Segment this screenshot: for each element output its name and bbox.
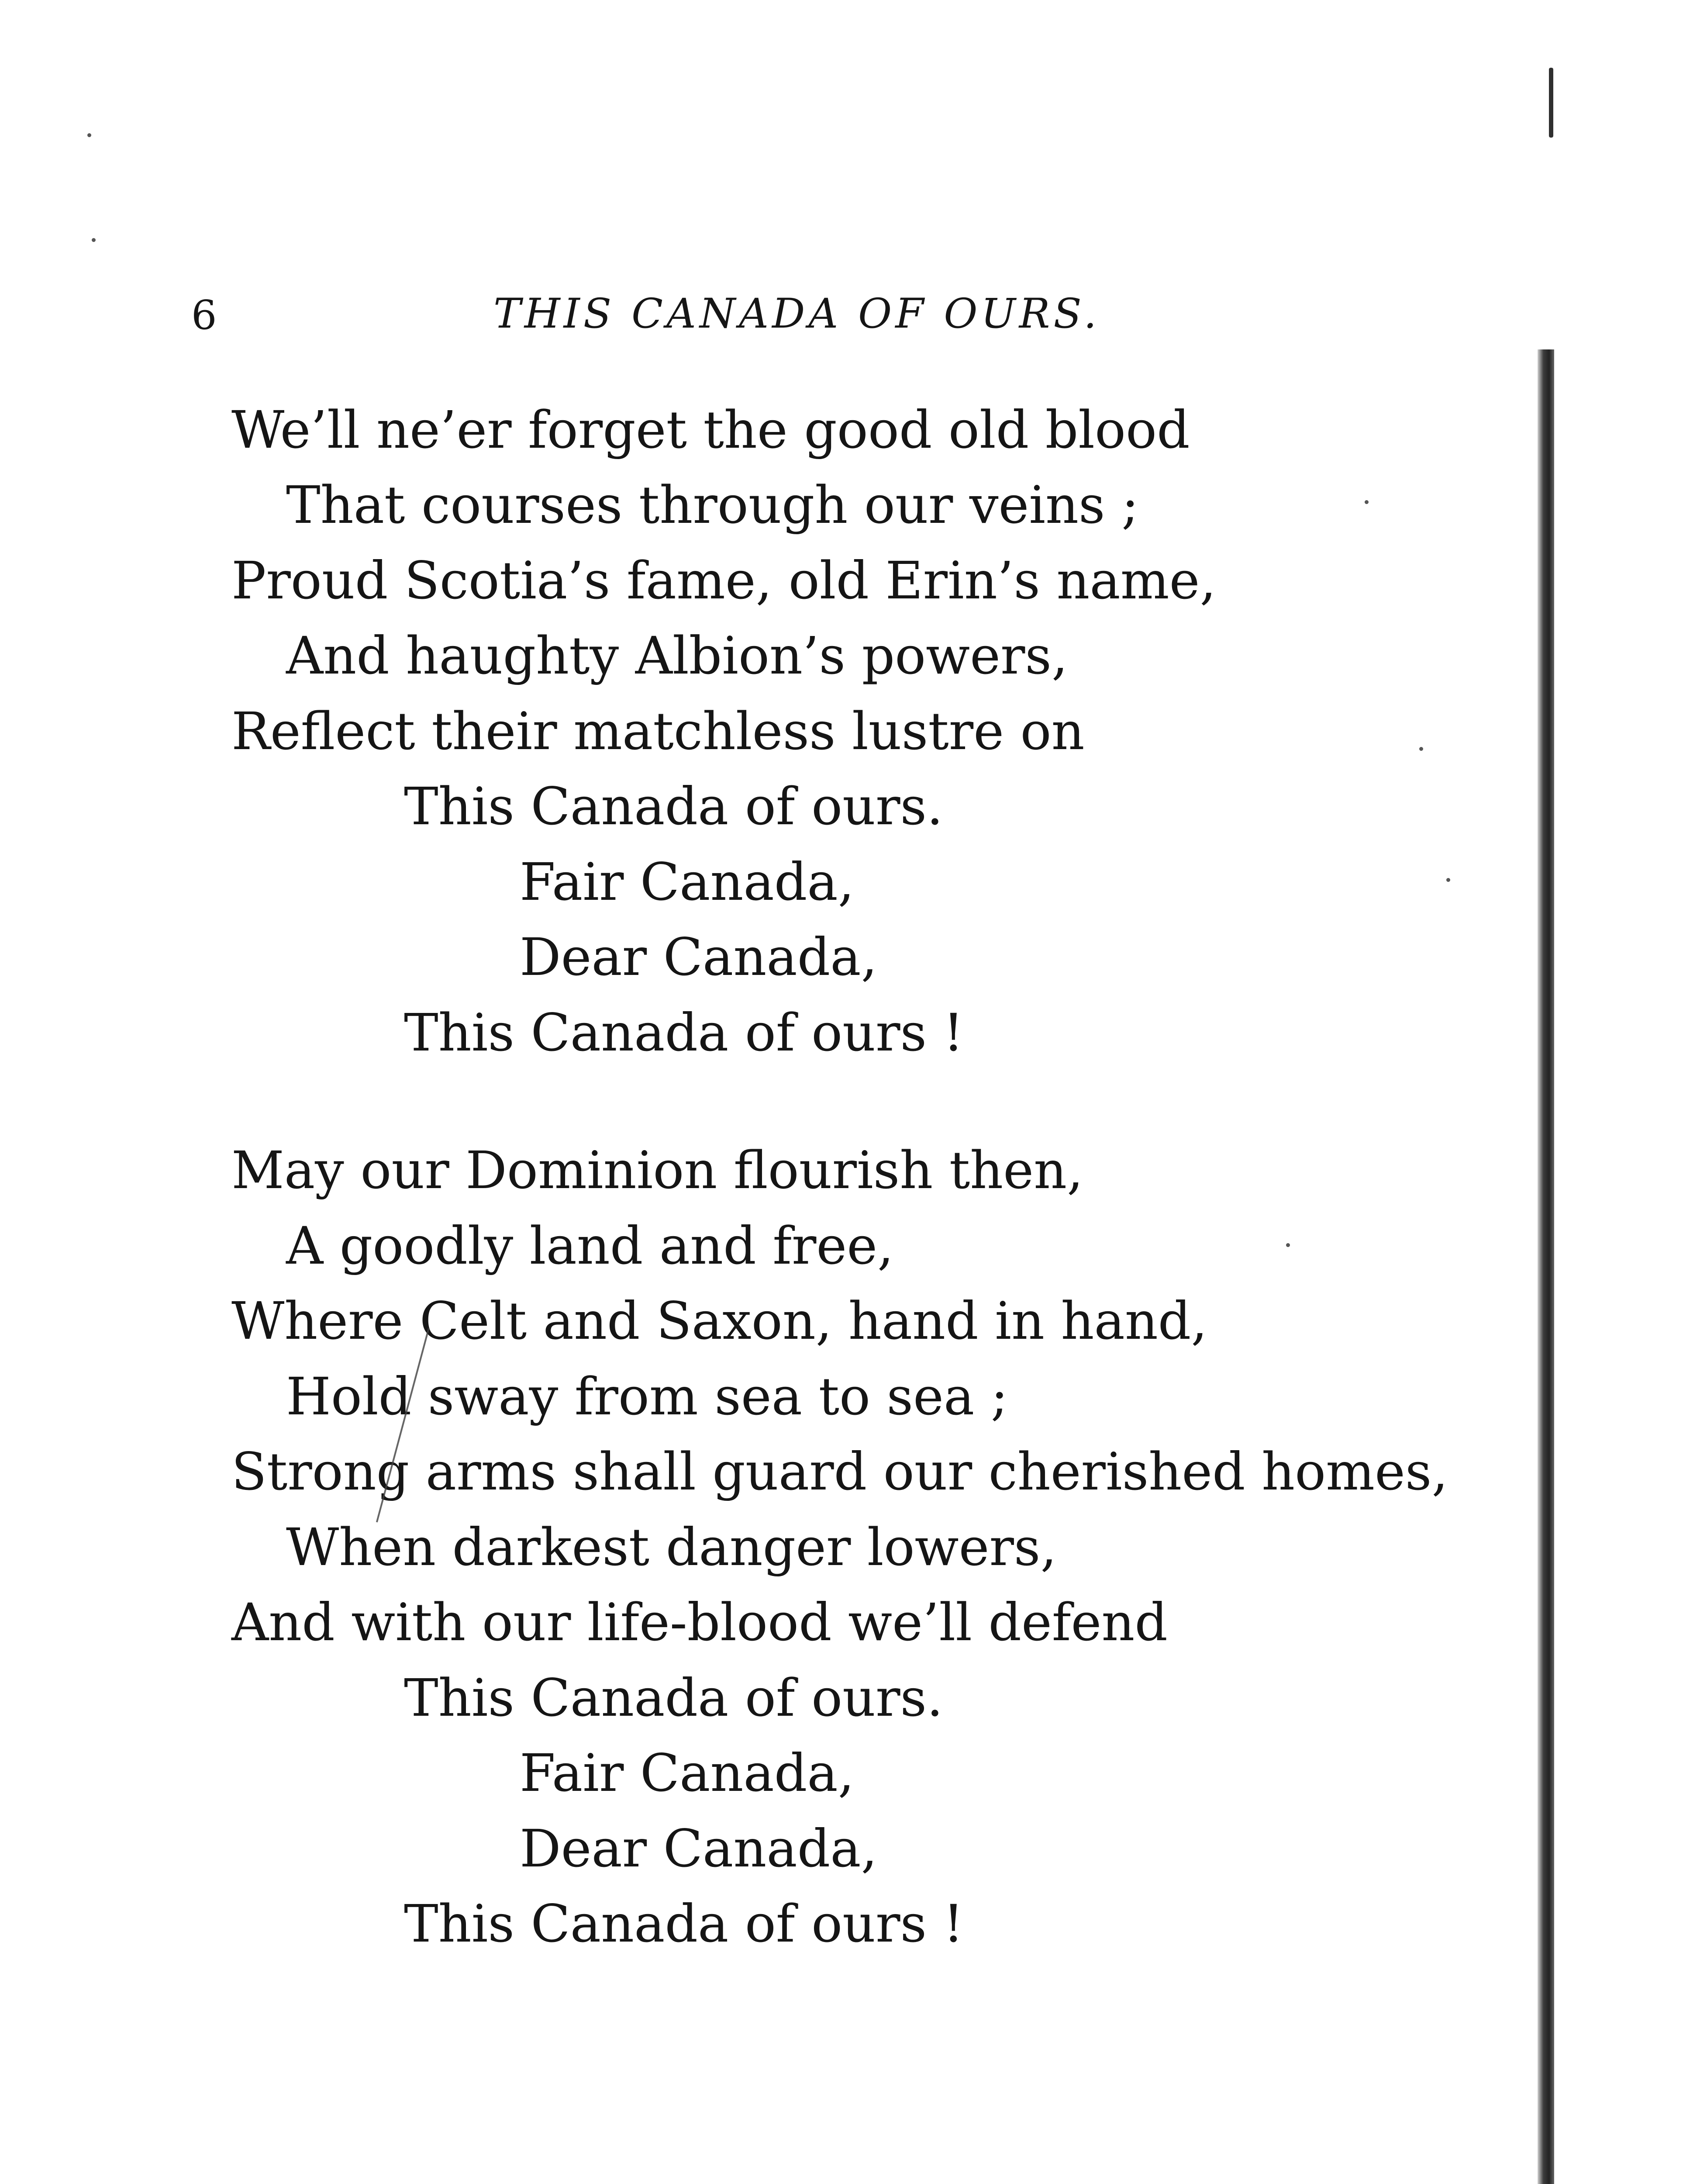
scan-speck xyxy=(1419,747,1423,751)
page-edge-shadow xyxy=(1538,349,1554,2184)
page-number: 6 xyxy=(191,292,217,339)
poem-line: Reflect their matchless lustre on xyxy=(231,701,1085,761)
poem-line: Fair Canada, xyxy=(520,1743,855,1803)
poem-line: A goodly land and free, xyxy=(286,1216,894,1276)
poem-line: And with our life-blood we’ll defend xyxy=(231,1592,1168,1652)
poem-line: Proud Scotia’s fame, old Erin’s name, xyxy=(231,550,1216,611)
poem-line: This Canada of ours. xyxy=(404,776,943,836)
scan-speck xyxy=(1365,500,1369,504)
poem-line: Strong arms shall guard our cherished homes, xyxy=(231,1441,1448,1502)
scan-speck xyxy=(92,238,96,242)
poem-line: When darkest danger lowers, xyxy=(286,1517,1057,1577)
poem-line: May our Dominion flourish then, xyxy=(231,1140,1083,1200)
poem-line: Dear Canada, xyxy=(520,1818,878,1879)
poem-line: Hold sway from sea to sea ; xyxy=(286,1366,1008,1427)
poem-line: Fair Canada, xyxy=(520,852,855,912)
scan-speck xyxy=(87,133,91,137)
poem-line: This Canada of ours ! xyxy=(404,1002,964,1063)
poem-line: That courses through our veins ; xyxy=(286,475,1139,535)
poem-line: Dear Canada, xyxy=(520,927,878,987)
scan-speck xyxy=(1446,878,1450,882)
poem-line: And haughty Albion’s powers, xyxy=(286,625,1068,686)
running-title: THIS CANADA OF OURS. xyxy=(493,290,1100,338)
page-edge-mark xyxy=(1549,68,1553,138)
poem-line: This Canada of ours. xyxy=(404,1668,943,1728)
poem-line: Where Celt and Saxon, hand in hand, xyxy=(231,1291,1207,1351)
poem-line: This Canada of ours ! xyxy=(404,1894,964,1954)
scan-speck xyxy=(1286,1243,1290,1247)
poem-line: We’ll ne’er forget the good old blood xyxy=(231,400,1190,460)
